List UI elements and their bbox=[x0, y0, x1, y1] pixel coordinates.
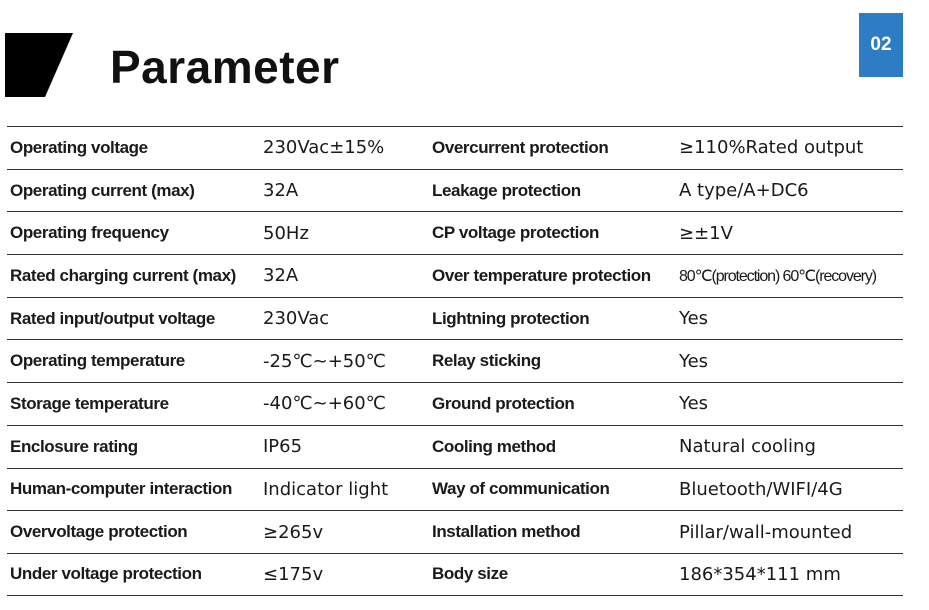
spec-label: CP voltage protection bbox=[432, 223, 599, 243]
spec-value: Yes bbox=[679, 393, 709, 415]
spec-value: Yes bbox=[679, 350, 709, 372]
spec-value: Indicator light bbox=[263, 478, 389, 500]
spec-value: 230Vac±15% bbox=[263, 137, 385, 159]
spec-label: Overvoltage protection bbox=[10, 522, 188, 542]
spec-value: Bluetooth/WIFI/4G bbox=[679, 478, 843, 500]
spec-label: Cooling method bbox=[432, 436, 556, 456]
table-row bbox=[7, 297, 903, 340]
table-row bbox=[7, 468, 903, 511]
spec-value: 80℃(protection) 60℃(recovery) bbox=[679, 267, 877, 285]
table-row bbox=[7, 169, 903, 212]
table-row bbox=[7, 553, 903, 596]
header-slash-tip bbox=[45, 33, 73, 97]
table-row bbox=[7, 254, 903, 297]
spec-value: 186*354*111 mm bbox=[679, 563, 841, 585]
spec-label: Way of communication bbox=[432, 479, 610, 499]
spec-label: Rated charging current (max) bbox=[10, 265, 236, 285]
spec-label: Human-computer interaction bbox=[10, 479, 232, 499]
spec-value: 32A bbox=[263, 265, 299, 287]
table-row bbox=[7, 126, 903, 169]
table-row bbox=[7, 510, 903, 553]
spec-value: ≤175v bbox=[263, 563, 324, 585]
spec-label: Operating temperature bbox=[10, 351, 185, 371]
spec-label: Operating voltage bbox=[10, 137, 148, 157]
spec-value: Pillar/wall-mounted bbox=[679, 521, 853, 543]
spec-value: 32A bbox=[263, 180, 299, 202]
spec-label: Operating current (max) bbox=[10, 180, 195, 200]
table-row bbox=[7, 425, 903, 468]
spec-label: Over temperature protection bbox=[432, 265, 651, 285]
spec-label: Leakage protection bbox=[432, 180, 581, 200]
spec-value: A type/A+DC6 bbox=[679, 180, 809, 202]
spec-value: 50Hz bbox=[263, 222, 309, 244]
spec-label: Installation method bbox=[432, 522, 581, 542]
spec-label: Lightning protection bbox=[432, 308, 590, 328]
spec-value: ≥±1V bbox=[679, 222, 733, 244]
spec-label: Under voltage protection bbox=[10, 564, 202, 584]
spec-value: -25℃~+50℃ bbox=[263, 350, 386, 372]
spec-label: Enclosure rating bbox=[10, 436, 138, 456]
page-number-badge: 02 bbox=[859, 13, 903, 77]
spec-label: Rated input/output voltage bbox=[10, 308, 215, 328]
spec-label: Body size bbox=[432, 564, 508, 584]
spec-label: Relay sticking bbox=[432, 351, 541, 371]
spec-value: IP65 bbox=[263, 436, 303, 458]
header-slash-decoration bbox=[5, 33, 45, 97]
page-title: Parameter bbox=[110, 41, 340, 93]
table-row bbox=[7, 382, 903, 425]
spec-label: Operating frequency bbox=[10, 223, 169, 243]
spec-value: ≥265v bbox=[263, 521, 324, 543]
spec-value: -40℃~+60℃ bbox=[263, 393, 386, 415]
table-row bbox=[7, 339, 903, 382]
parameter-table bbox=[7, 126, 903, 596]
spec-value: Natural cooling bbox=[679, 436, 816, 458]
spec-value: ≥110%Rated output bbox=[679, 137, 864, 159]
spec-value: 230Vac bbox=[263, 308, 330, 330]
spec-label: Ground protection bbox=[432, 393, 575, 413]
spec-label: Overcurrent protection bbox=[432, 137, 609, 157]
spec-label: Storage temperature bbox=[10, 393, 169, 413]
table-row bbox=[7, 211, 903, 254]
spec-value: Yes bbox=[679, 308, 709, 330]
